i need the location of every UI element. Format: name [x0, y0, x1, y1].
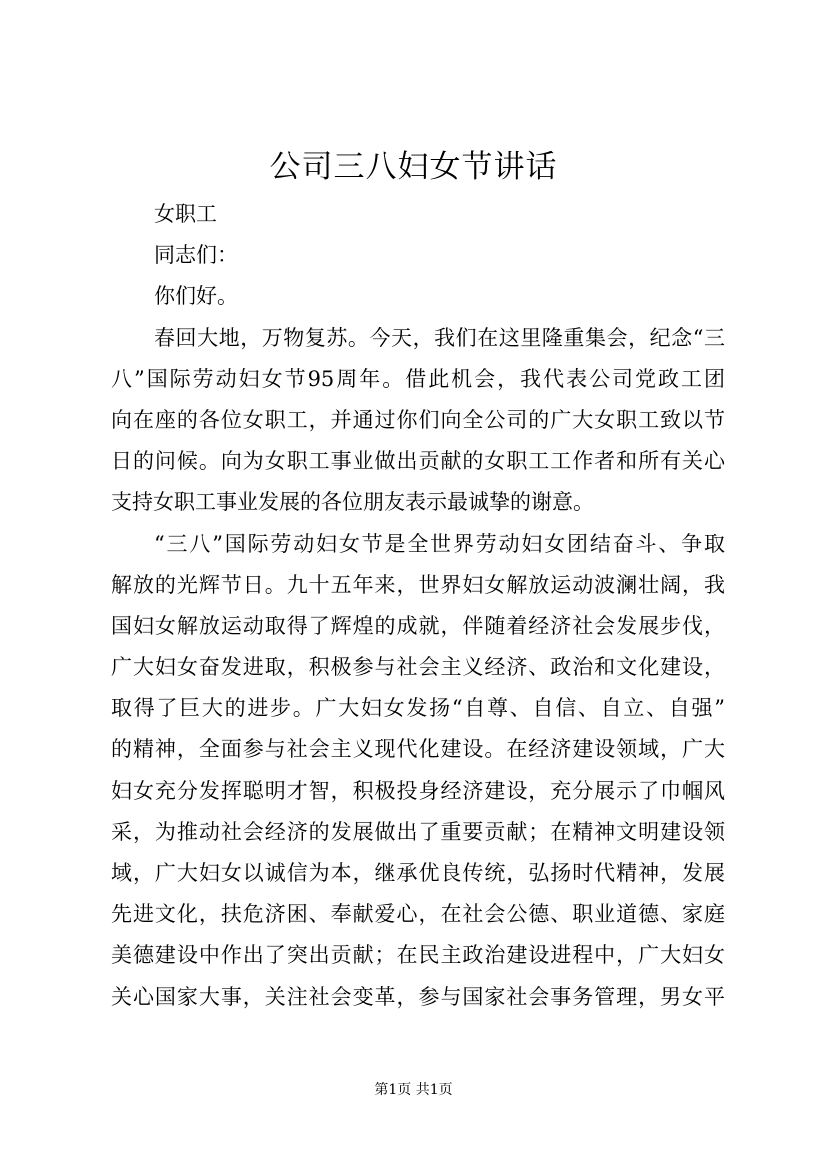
paragraph-line: 支持女职工事业发展的各位朋友表示最诚挚的谢意。 [111, 490, 594, 515]
paragraph-line: 妇女充分发挥聪明才智，积极投身经济建设，充分展示了巾帼风 [111, 778, 725, 803]
paragraph-line: 日的问候。向为女职工事业做出贡献的女职工工作者和所有关心 [111, 449, 725, 474]
paragraph-line: 向在座的各位女职工，并通过你们向全公司的广大女职工致以节 [111, 407, 725, 432]
paragraph-line: 春回大地，万物复苏。今天，我们在这里隆重集会，纪念“三 [154, 325, 725, 350]
paragraph-line: 采，为推动社会经济的发展做出了重要贡献；在精神文明建设领 [111, 819, 725, 844]
paragraph-line: 国妇女解放运动取得了辉煌的成就，伴随着经济社会发展步伐， [111, 613, 725, 638]
page-footer: 第1页 共1页 [374, 1082, 453, 1098]
paragraph-line: 解放的光辉节日。九十五年来，世界妇女解放运动波澜壮阔，我 [111, 572, 725, 597]
paragraph-line: 广大妇女奋发进取，积极参与社会主义经济、政治和文化建设， [111, 655, 725, 680]
paragraph-line: 先进文化，扶危济困、奉献爱心，在社会公德、职业道德、家庭 [111, 902, 725, 927]
paragraph-line: 关心国家大事，关注社会变革，参与国家社会事务管理，男女平 [111, 984, 725, 1009]
paragraph-line: “三八”国际劳动妇女节是全世界劳动妇女团结奋斗、争取 [154, 531, 725, 556]
paragraph-line: 的精神，全面参与社会主义现代化建设。在经济建设领域，广大 [111, 737, 725, 762]
paragraph-line: 八”国际劳动妇女节95周年。借此机会，我代表公司党政工团 [111, 366, 725, 391]
salutation-line: 女职工 [154, 202, 217, 226]
greeting-line: 你们好。 [154, 284, 238, 309]
document-title: 公司三八妇女节讲话 [269, 149, 558, 185]
salutation-line: 同志们： [154, 243, 238, 268]
paragraph-line: 美德建设中作出了突出贡献；在民主政治建设进程中，广大妇女 [111, 943, 725, 968]
paragraph-line: 取得了巨大的进步。广大妇女发扬“自尊、自信、自立、自强” [111, 696, 725, 721]
document-body [111, 194, 725, 1018]
paragraph-line: 域，广大妇女以诚信为本，继承优良传统，弘扬时代精神，发展 [111, 861, 725, 885]
